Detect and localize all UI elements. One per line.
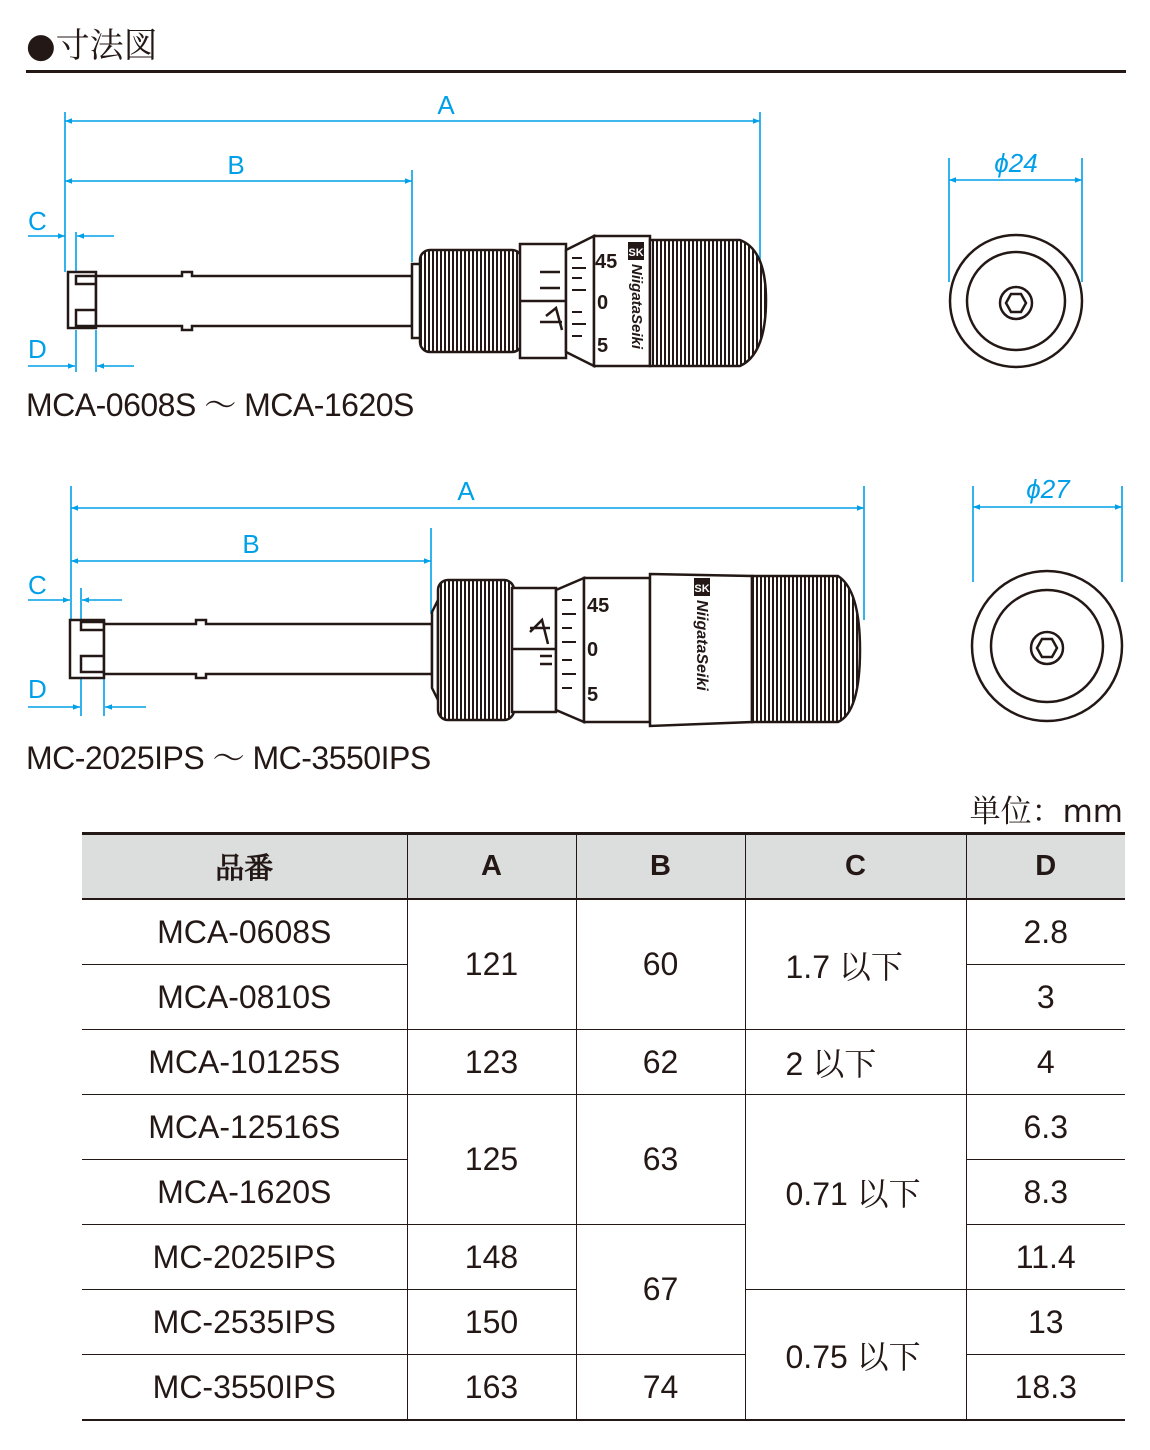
header-c: C [745, 834, 966, 900]
cell-c: 0.71 以下 [745, 1095, 966, 1290]
logo-sk-1: SK [628, 247, 644, 259]
dim-a-label-2: A [457, 476, 475, 506]
table-row [82, 1225, 1125, 1290]
cell-a: 125 [407, 1095, 576, 1225]
section-title: ●寸法図 [26, 26, 158, 66]
cell-model: MCA-10125S [82, 1030, 407, 1095]
scale-45-1: 45 [595, 251, 618, 273]
table-row [82, 1355, 1125, 1421]
end-view-1 [950, 235, 1082, 367]
table-row [82, 1095, 1125, 1160]
cell-model: MCA-0608S [82, 899, 407, 965]
dimension-drawing [0, 80, 1150, 780]
cell-model: MCA-12516S [82, 1095, 407, 1160]
cell-b: 74 [576, 1355, 745, 1421]
cell-d: 2.8 [966, 899, 1125, 965]
cell-model: MC-2025IPS [82, 1225, 407, 1290]
scale-0-1: 0 [597, 292, 609, 314]
dim-c-label-1: C [28, 206, 47, 236]
table-row [82, 899, 1125, 965]
end-view-2 [972, 571, 1122, 721]
cell-d: 3 [966, 965, 1125, 1030]
dim-d-label-2: D [28, 674, 47, 704]
scale-5-1: 5 [597, 335, 609, 357]
diameter-label-2: ϕ27 [1026, 474, 1070, 504]
brand-text-1: NiigataSeiki [628, 264, 645, 350]
title-rule [26, 70, 1126, 73]
micrometer-head-1 [68, 236, 766, 366]
cell-a: 121 [407, 899, 576, 1030]
cell-a: 148 [407, 1225, 576, 1290]
scale-0-2: 0 [587, 639, 599, 661]
cell-model: MC-3550IPS [82, 1355, 407, 1421]
cell-d: 13 [966, 1290, 1125, 1355]
dim-d-label-1: D [28, 334, 47, 364]
diameter-label-1: ϕ24 [994, 148, 1038, 178]
drawing-2 [28, 474, 1122, 726]
cell-c: 2 以下 [745, 1030, 966, 1095]
model-range-caption-1: MCA-0608S ～ MCA-1620S [26, 387, 414, 423]
cell-a: 163 [407, 1355, 576, 1421]
dim-b-label-2: B [242, 529, 260, 559]
table-header-row [82, 834, 1125, 900]
logo-sk-2: SK [694, 583, 710, 595]
drawing-1 [28, 90, 1082, 372]
model-range-caption-2: MC-2025IPS ～ MC-3550IPS [26, 740, 431, 776]
cell-a: 150 [407, 1290, 576, 1355]
dim-a-label-1: A [437, 90, 455, 120]
cell-d: 11.4 [966, 1225, 1125, 1290]
scale-45-2: 45 [587, 595, 610, 617]
cell-c: 1.7 以下 [745, 899, 966, 1030]
table-row [82, 1030, 1125, 1095]
cell-model: MCA-1620S [82, 1160, 407, 1225]
header-d: D [966, 834, 1125, 900]
cell-d: 8.3 [966, 1160, 1125, 1225]
micrometer-head-2 [70, 574, 860, 726]
header-a: A [407, 834, 576, 900]
dim-b-label-1: B [227, 150, 245, 180]
cell-c: 0.75 以下 [745, 1290, 966, 1421]
cell-d: 18.3 [966, 1355, 1125, 1421]
cell-b: 67 [576, 1225, 745, 1355]
header-b: B [576, 834, 745, 900]
brand-text-2: NiigataSeiki [693, 600, 710, 691]
cell-a: 123 [407, 1030, 576, 1095]
cell-model: MC-2535IPS [82, 1290, 407, 1355]
cell-d: 4 [966, 1030, 1125, 1095]
dim-c-label-2: C [28, 570, 47, 600]
cell-d: 6.3 [966, 1095, 1125, 1160]
scale-5-2: 5 [587, 684, 599, 706]
dimension-table [82, 832, 1125, 1421]
cell-b: 62 [576, 1030, 745, 1095]
header-model: 品番 [82, 834, 407, 900]
cell-b: 63 [576, 1095, 745, 1225]
cell-model: MCA-0810S [82, 965, 407, 1030]
cell-b: 60 [576, 899, 745, 1030]
unit-note: 単位：mm [969, 794, 1123, 830]
